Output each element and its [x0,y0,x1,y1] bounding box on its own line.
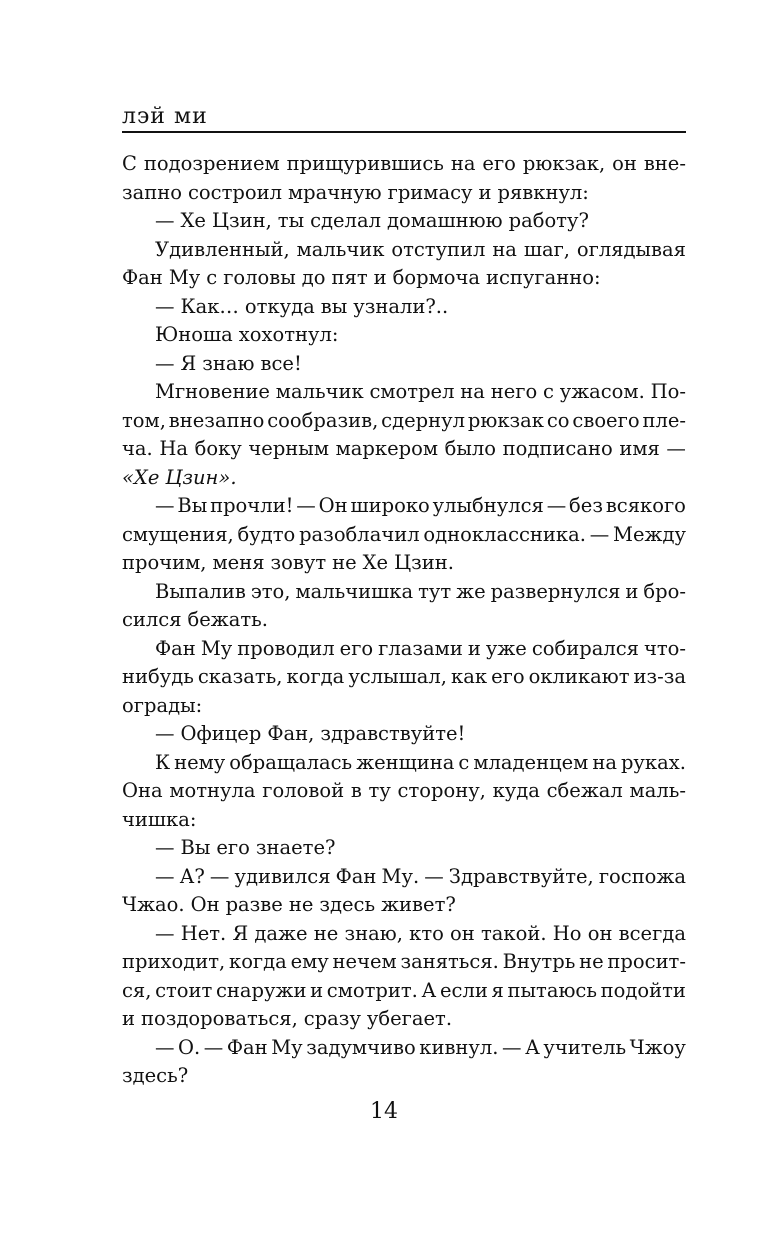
text-line: Удивленный, мальчик отступил на шаг, оглядывая [155,237,686,261]
text-line: — А? — удивился Фан Му. — Здравствуйте, госпожа [155,864,686,888]
text-line: здесь? [122,1064,189,1087]
text-line: Фан Му проводил его глазами и уже собирался что- [155,636,686,660]
text-line: Выпалив это, мальчишка тут же развернулся и бро- [155,579,686,603]
text-line: — Вы его знаете? [155,836,336,859]
text-line: Мгновение мальчик смотрел на него с ужасом. По- [155,380,686,403]
text-line: и поздороваться, сразу убегает. [122,1007,453,1030]
text-line: приходит, когда ему нечем заняться. Внутрь не просит- [122,950,686,973]
text-line: «Хе Цзин». [122,465,237,489]
header-rule [122,131,686,133]
text-line: — Вы прочли! — Он широко улыбнулся — без всякого [155,494,686,517]
body-text [122,150,686,1091]
text-line: С подозрением прищурившись на его рюкзак, он вне- [122,152,686,175]
text-line: — Нет. Я даже не знаю, кто он такой. Но он всегда [155,921,686,945]
page-number: 14 [370,1099,398,1124]
text-line: ограды: [122,693,203,717]
text-line: — О. — Фан Му задумчиво кивнул. — А учитель Чжоу [155,1035,686,1059]
text-line: прочим, меня зовут не Хе Цзин. [122,551,454,574]
text-line: запно состроил мрачную гримасу и рявкнул: [122,180,589,204]
text-line: смущения, будто разоблачил одноклассника. — Между [122,522,686,546]
text-line: — Я знаю все! [155,351,302,375]
text-line: К нему обращалась женщина с младенцем на руках. [155,750,686,774]
text-line: ча. На боку черным маркером было подписано имя — [122,437,686,460]
text-line: — Хе Цзин, ты сделал домашнюю работу? [155,209,589,232]
text-line: — Офицер Фан, здравствуйте! [155,722,466,745]
text-line: — Как… откуда вы узнали?.. [155,294,449,318]
text-line: Юноша хохотнул: [155,323,339,346]
text-line: Она мотнула головой в ту сторону, куда сбежал маль- [122,779,686,802]
running-head-author: лэй ми [122,104,208,129]
text-line: Чжао. Он разве не здесь живет? [122,893,456,916]
text-line: ся, стоит снаружи и смотрит. А если я пытаюсь подойти [122,978,686,1002]
text-line: том, внезапно сообразив, сдернул рюкзак со своего пле- [122,408,686,432]
text-line: сился бежать. [122,608,268,631]
text-line: нибудь сказать, когда услышал, как его окликают из-за [122,665,686,688]
text-line: чишка: [122,807,197,831]
text-line: Фан Му с головы до пят и бормоча испуганно: [122,266,601,289]
